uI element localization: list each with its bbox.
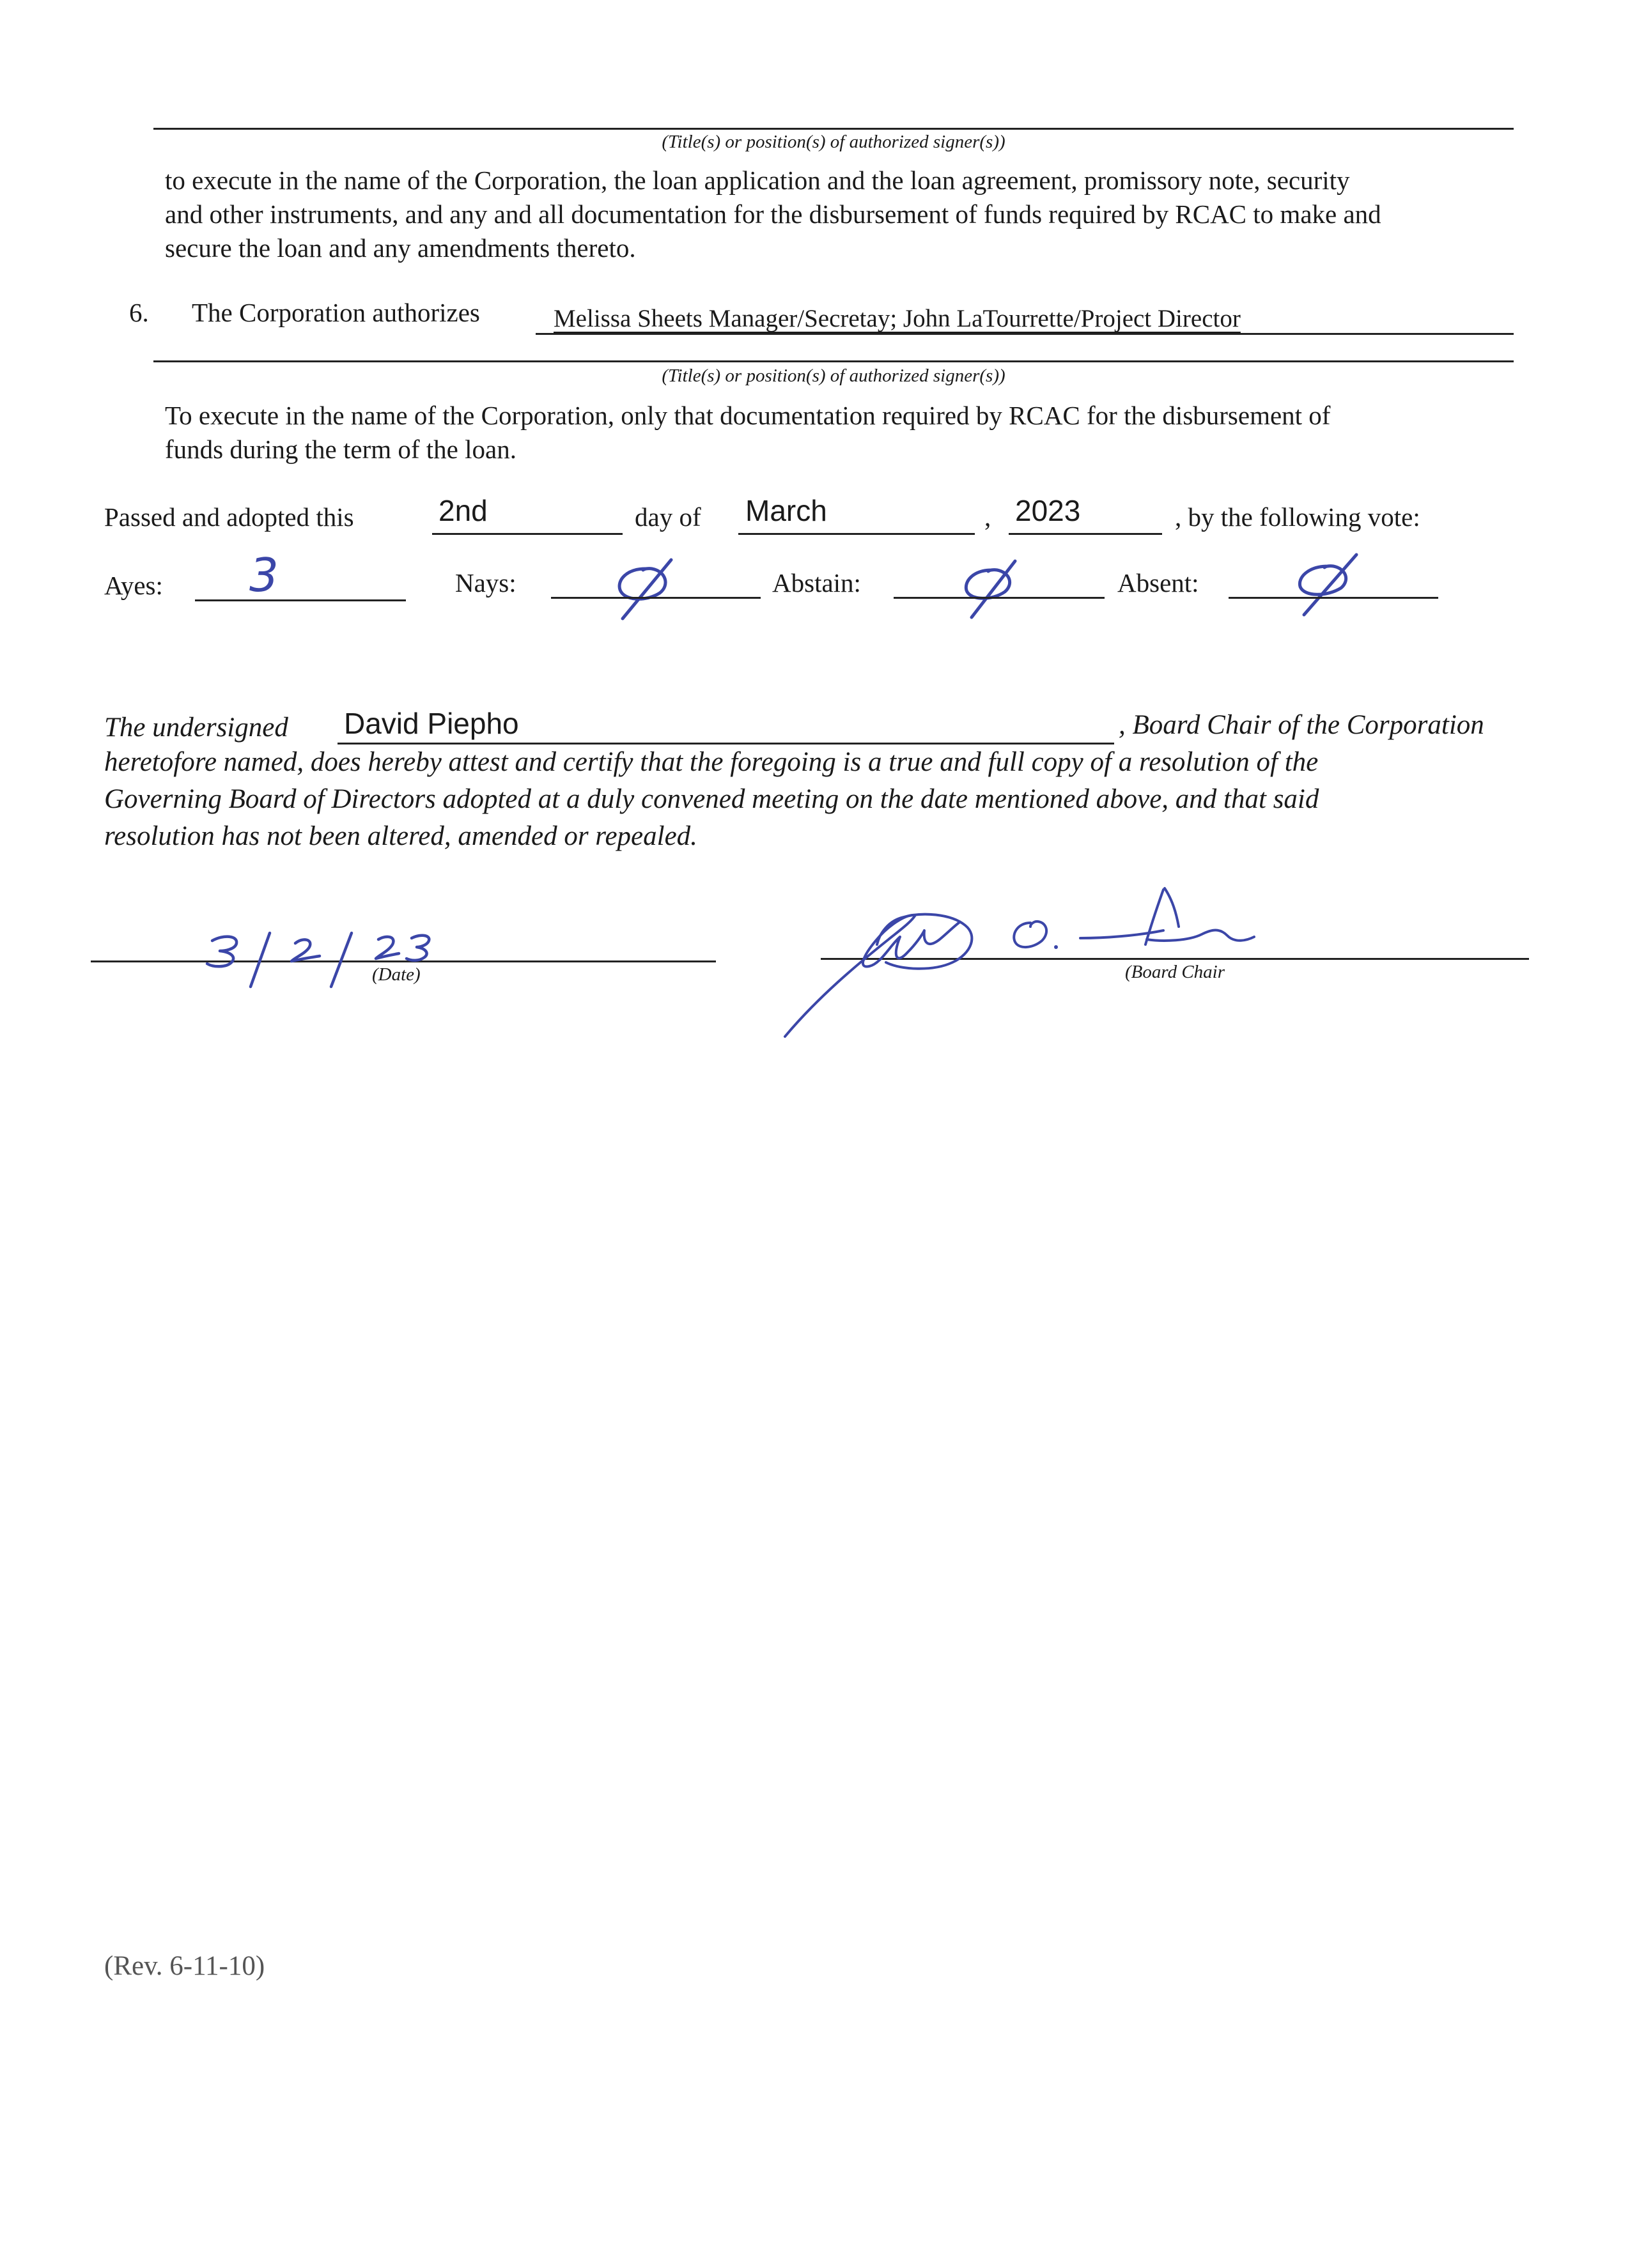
adoption-day-value: 2nd	[439, 494, 488, 527]
board-chair-name: David Piepho	[344, 707, 519, 740]
adoption-comma: ,	[984, 502, 991, 532]
abstain-line	[894, 597, 1105, 599]
abstain-label: Abstain:	[772, 568, 861, 598]
section5-text	[165, 164, 1514, 265]
section6-text	[165, 399, 1514, 467]
day-of-label: day of	[635, 502, 701, 532]
revision-footer: (Rev. 6-11-10)	[104, 1951, 265, 1981]
ayes-label: Ayes:	[104, 571, 163, 600]
date-caption: (Date)	[372, 964, 421, 985]
adoption-year-value: 2023	[1015, 494, 1081, 527]
attestation-line-3: resolution has not been altered, amended or repealed.	[104, 821, 697, 851]
nays-zero-mark	[607, 555, 684, 625]
section6-lead: The Corporation authorizes	[192, 298, 480, 327]
board-chair-caption: (Board Chair	[1125, 962, 1225, 982]
section5-line-1: to execute in the name of the Corporation, the loan application and the loan agreement, promissory note, security	[165, 166, 1350, 195]
abstain-zero-mark	[952, 555, 1029, 625]
absent-label: Absent:	[1117, 568, 1199, 598]
attestation-line-1: heretofore named, does hereby attest and certify that the foregoing is a true and full copy of a resolution of the	[104, 747, 1319, 777]
attestation-trail: , Board Chair of the Corporation	[1119, 710, 1484, 740]
attestation-lead: The undersigned	[104, 713, 288, 743]
adoption-day-line	[432, 533, 623, 535]
adoption-month-line	[738, 533, 975, 535]
ayes-line	[195, 599, 406, 601]
absent-zero-mark	[1285, 551, 1368, 621]
absent-line	[1229, 597, 1438, 599]
signer-line-section6	[153, 360, 1514, 362]
authorized-fill-line	[536, 333, 1514, 335]
adoption-month-value: March	[745, 494, 827, 527]
adoption-year-line	[1009, 533, 1162, 535]
section6-authorized-value: Melissa Sheets Manager/Secretay; John LaTourrette/Project Director	[554, 305, 1241, 332]
signer-caption-section5: (Title(s) or position(s) of authorized signer(s))	[662, 132, 1005, 152]
signer-caption-section6: (Title(s) or position(s) of authorized signer(s))	[662, 366, 1005, 386]
section5-line-2: and other instruments, and any and all documentation for the disbursement of funds required by RCAC to make and	[165, 199, 1381, 229]
attestation-line-2: Governing Board of Directors adopted at a duly convened meeting on the date mentioned above, and that said	[104, 784, 1319, 814]
passed-adopted-label: Passed and adopted this	[104, 502, 354, 532]
section6-number: 6.	[129, 298, 149, 327]
section5-line-3: secure the loan and any amendments thereto.	[165, 233, 636, 263]
ayes-value: 3	[249, 548, 279, 602]
section6-line-2: funds during the term of the loan.	[165, 435, 516, 464]
nays-label: Nays:	[455, 568, 516, 598]
handwritten-date	[198, 920, 479, 991]
signer-line-section5	[153, 128, 1514, 130]
section6-line-1: To execute in the name of the Corporation, only that documentation required by RCAC for the disbursement of	[165, 401, 1331, 430]
board-chair-signature	[780, 869, 1330, 1048]
nays-line	[551, 597, 761, 599]
attestation-text	[104, 744, 1523, 855]
vote-label: , by the following vote:	[1175, 502, 1420, 532]
